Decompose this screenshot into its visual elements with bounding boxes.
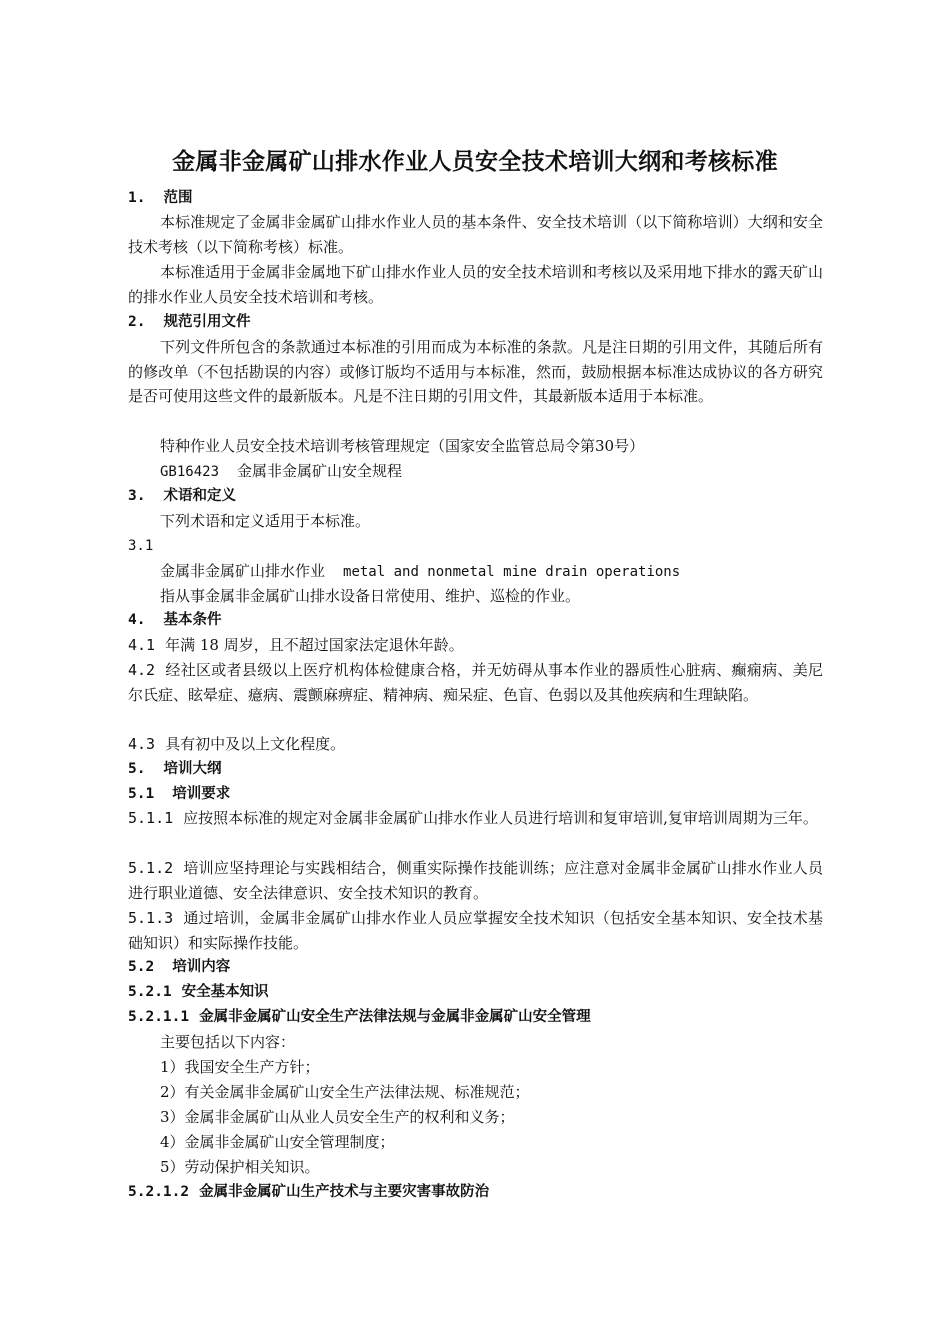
- item-5-1-1: 5.1.1 应按照本标准的规定对金属非金属矿山排水作业人员进行培训和复审培训,复审培训周期为三年。: [128, 809, 818, 827]
- list-item: 4）金属非金属矿山安全管理制度；: [160, 1133, 395, 1151]
- list-item: 1）我国安全生产方针；: [160, 1058, 320, 1076]
- term-definition: 指从事金属非金属矿山排水设备日常使用、维护、巡检的作业。: [160, 587, 581, 605]
- reference-2: GB16423 金属非金属矿山安全规程: [160, 462, 403, 480]
- section-4-heading: 4. 基本条件: [128, 612, 222, 628]
- term-entry: 金属非金属矿山排水作业 metal and nonmetal mine drain operations: [160, 562, 681, 580]
- section-1-heading: 1. 范围: [128, 190, 193, 206]
- reference-1: 特种作业人员安全技术培训考核管理规定（国家安全监管总局令第30号）: [160, 437, 645, 455]
- list-item: 5）劳动保护相关知识。: [160, 1158, 320, 1176]
- list-item: 3）金属非金属矿山从业人员安全生产的权利和义务；: [160, 1108, 515, 1126]
- section-1-paragraph-1: 本标准规定了金属非金属矿山排水作业人员的基本条件、安全技术培训（以下简称培训）大纲和安全技术考核（以下简称考核）标准。: [128, 213, 823, 256]
- section-3-heading: 3. 术语和定义: [128, 488, 236, 504]
- section-5-heading: 5. 培训大纲: [128, 761, 222, 777]
- list-item: 2）有关金属非金属矿山安全生产法律法规、标准规范；: [160, 1083, 530, 1101]
- list-intro: 主要包括以下内容：: [160, 1033, 296, 1051]
- item-5-1-3: 5.1.3 通过培训，金属非金属矿山排水作业人员应掌握安全技术知识（包括安全基本知识、安全技术基础知识）和实际操作技能。: [128, 909, 823, 952]
- document-title: 金属非金属矿山排水作业人员安全技术培训大纲和考核标准: [172, 149, 778, 175]
- section-5-2-1-2-heading: 5.2.1.2 金属非金属矿山生产技术与主要灾害事故防治: [128, 1184, 490, 1200]
- item-5-1-2: 5.1.2 培训应坚持理论与实践相结合，侧重实际操作技能训练；应注意对金属非金属矿山排水作业人员进行职业道德、安全法律意识、安全技术知识的教育。: [128, 859, 823, 902]
- section-2-heading: 2. 规范引用文件: [128, 314, 251, 330]
- section-5-2-heading: 5.2 培训内容: [128, 959, 231, 975]
- item-4-2: 4.2 经社区或者县级以上医疗机构体检健康合格，并无妨碍从事本作业的器质性心脏病、癫痫病、美尼尔氏症、眩晕症、癔病、震颤麻痹症、精神病、痴呆症、色盲、色弱以及其他疾病和生理缺陷。: [128, 661, 823, 704]
- item-4-1: 4.1 年满 18 周岁，且不超过国家法定退休年龄。: [128, 636, 464, 654]
- section-5-2-1-1-heading: 5.2.1.1 金属非金属矿山安全生产法律法规与金属非金属矿山安全管理: [128, 1009, 591, 1025]
- term-number: 3.1: [128, 538, 154, 554]
- section-5-2-1-heading: 5.2.1 安全基本知识: [128, 984, 269, 1000]
- section-1-paragraph-2: 本标准适用于金属非金属地下矿山排水作业人员的安全技术培训和考核以及采用地下排水的露天矿山的排水作业人员安全技术培训和考核。: [128, 263, 823, 306]
- section-2-paragraph-1: 下列文件所包含的条款通过本标准的引用而成为本标准的条款。凡是注日期的引用文件，其随后所有的修改单（不包括勘误的内容）或修订版均不适用与本标准，然而，鼓励根据本标准达成协议的各方研究是否可使用这些文件的最新版本。凡是不注日期的引用文件，其最新版本适用于本标准。: [128, 338, 823, 406]
- section-5-1-heading: 5.1 培训要求: [128, 786, 231, 802]
- section-3-paragraph-1: 下列术语和定义适用于本标准。: [160, 512, 371, 530]
- item-4-3: 4.3 具有初中及以上文化程度。: [128, 735, 346, 753]
